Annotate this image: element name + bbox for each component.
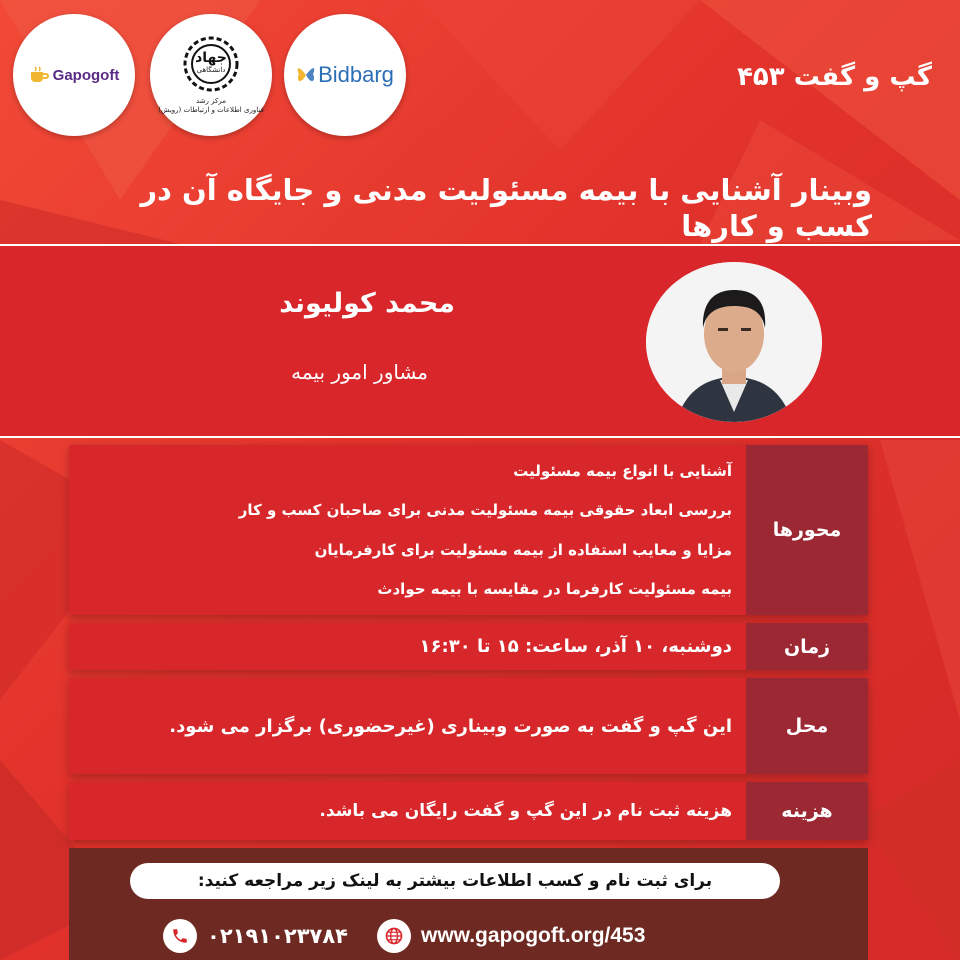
series-title: گپ و گفت ۴۵۳	[737, 62, 932, 92]
phone-icon	[163, 919, 197, 953]
speaker-role: مشاور امور بیمه	[291, 360, 428, 384]
time-value: دوشنبه، ۱۰ آذر، ساعت: ۱۵ تا ۱۶:۳۰	[69, 623, 746, 670]
jahad-logo-center: مرکز رشد	[196, 96, 226, 105]
gapogoft-logo	[13, 14, 135, 136]
jahad-logo-title: جهاد	[195, 50, 227, 66]
speaker-name: محمد کولیوند	[279, 288, 455, 319]
speaker-photo	[646, 262, 822, 422]
topics-row	[69, 445, 868, 615]
time-label: زمان	[746, 623, 868, 670]
webinar-title: وبینار آشنایی با بیمه مسئولیت مدنی و جایگاه آن در کسب و کارها	[140, 173, 872, 243]
divider-bottom	[0, 436, 960, 438]
cost-row	[69, 782, 868, 840]
topic-item: بررسی ابعاد حقوقی بیمه مسئولیت مدنی برای صاحبان کسب و کار	[238, 501, 732, 520]
phone-number: ۰۲۱۹۱۰۲۳۷۸۴	[207, 924, 348, 948]
website-contact[interactable]	[377, 918, 645, 954]
bidbarg-logo	[284, 14, 406, 136]
gapogoft-logo-text: Gapogoft	[52, 66, 120, 84]
cost-value: هزینه ثبت نام در این گپ و گفت رایگان می باشد.	[69, 782, 746, 840]
place-row	[69, 678, 868, 774]
topic-item: بیمه مسئولیت کارفرما در مقایسه با بیمه حوادث	[377, 580, 732, 599]
registration-banner: برای ثبت نام و کسب اطلاعات بیشتر به لینک زیر مراجعه کنید:	[130, 863, 780, 899]
butterfly-icon	[296, 62, 316, 88]
jahad-logo-subtitle: دانشگاهی	[196, 66, 226, 74]
topics-list	[69, 445, 746, 615]
globe-icon	[377, 919, 411, 953]
jahad-logo	[150, 14, 272, 136]
bidbarg-logo-text: Bidbarg	[318, 62, 394, 87]
place-value: این گپ و گفت به صورت وبیناری (غیرحضوری) برگزار می شود.	[69, 678, 746, 774]
divider-top	[0, 244, 960, 246]
cup-icon	[29, 66, 49, 84]
time-row	[69, 623, 868, 670]
topics-label: محورها	[746, 445, 868, 615]
jahad-logo-department: فناوری اطلاعات و ارتباطات (رویش)	[158, 106, 264, 114]
topic-item: مزایا و معایب استفاده از بیمه مسئولیت برای کارفرمایان	[314, 540, 732, 559]
phone-contact[interactable]	[163, 918, 348, 954]
place-label: محل	[746, 678, 868, 774]
topic-item: آشنایی با انواع بیمه مسئولیت	[513, 461, 732, 480]
website-link[interactable]: www.gapogoft.org/453	[421, 924, 646, 947]
cost-label: هزینه	[746, 782, 868, 840]
